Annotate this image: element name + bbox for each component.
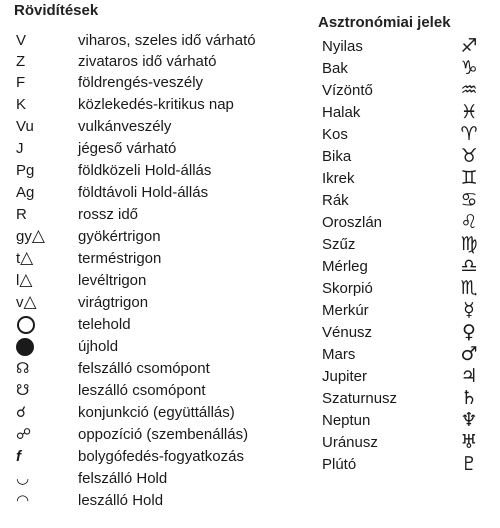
sign-row-capricorn bbox=[0, 58, 500, 79]
opposition-icon: ☍ bbox=[16, 426, 32, 443]
sign-row-venus bbox=[0, 322, 500, 343]
descending-moon-icon: ◠ bbox=[16, 492, 30, 509]
abbr-code: Vu bbox=[16, 118, 34, 135]
sign-name: Ikrek bbox=[322, 170, 355, 187]
sign-row-scorpio bbox=[0, 278, 500, 299]
sign-name: Vízöntő bbox=[322, 82, 373, 99]
sign-name: Vénusz bbox=[322, 324, 373, 341]
sign-name: Bika bbox=[322, 148, 352, 165]
cancer-icon: ♋ bbox=[460, 189, 478, 211]
abbr-code: Z bbox=[16, 53, 26, 70]
aquarius-icon: ♒ bbox=[460, 79, 478, 101]
abbr-meaning: újhold bbox=[78, 338, 119, 355]
abbr-meaning: földközeli Hold-állás bbox=[78, 162, 212, 179]
taurus-icon: ♉ bbox=[460, 145, 478, 167]
sign-row-taurus bbox=[0, 146, 500, 167]
sign-name: Merkúr bbox=[322, 302, 369, 319]
abbr-meaning: jégeső várható bbox=[78, 140, 177, 157]
mars-icon: ♂ bbox=[460, 343, 478, 365]
sign-row-aquarius bbox=[0, 80, 500, 101]
sign-name: Plútó bbox=[322, 456, 357, 473]
sign-name: Oroszlán bbox=[322, 214, 383, 231]
sign-row-sagittarius bbox=[0, 36, 500, 57]
conjunction-icon: ☌ bbox=[16, 404, 27, 421]
abbr-code: f bbox=[16, 448, 21, 465]
neptune-icon: ♆ bbox=[460, 409, 478, 431]
gemini-icon: ♊ bbox=[460, 167, 478, 189]
libra-icon: ♎ bbox=[460, 255, 478, 277]
sign-name: Skorpió bbox=[322, 280, 373, 297]
sign-row-pluto bbox=[0, 454, 500, 475]
abbr-letters: l bbox=[16, 272, 20, 289]
abbreviations-heading: Rövidítések bbox=[14, 2, 99, 19]
abbr-code: V bbox=[16, 32, 27, 49]
sign-row-cancer bbox=[0, 190, 500, 211]
trigon-icon: △ bbox=[23, 292, 37, 312]
pisces-icon: ♓ bbox=[460, 101, 478, 123]
sign-row-saturn bbox=[0, 388, 500, 409]
sign-row-gemini bbox=[0, 168, 500, 189]
sign-row-uranus bbox=[0, 432, 500, 453]
abbr-meaning: felszálló csomópont bbox=[78, 360, 210, 377]
sign-name: Uránusz bbox=[322, 434, 378, 451]
descending-node-icon: ☋ bbox=[16, 382, 30, 399]
abbr-row-descending-moon bbox=[0, 490, 320, 511]
venus-icon: ♀ bbox=[462, 321, 476, 343]
sign-name: Mars bbox=[322, 346, 356, 363]
abbr-code: K bbox=[16, 96, 27, 113]
abbr-meaning: leszálló Hold bbox=[78, 492, 164, 509]
sign-name: Szaturnusz bbox=[322, 390, 398, 407]
abbr-meaning: viharos, szeles idő várható bbox=[78, 32, 256, 49]
abbr-meaning: leszálló csomópont bbox=[78, 382, 206, 399]
abbr-meaning: terméstrigon bbox=[78, 250, 162, 267]
aries-icon: ♈ bbox=[460, 123, 478, 145]
sign-row-leo bbox=[0, 212, 500, 233]
abbr-letters: v bbox=[16, 294, 24, 311]
ascending-node-icon: ☊ bbox=[16, 360, 30, 377]
sign-name: Rák bbox=[322, 192, 349, 209]
scorpio-icon: ♏ bbox=[460, 277, 478, 299]
sign-name: Halak bbox=[322, 104, 361, 121]
abbr-meaning: rossz idő bbox=[78, 206, 139, 223]
ascending-moon-icon: ◡ bbox=[16, 470, 30, 487]
abbr-meaning: közlekedés-kritikus nap bbox=[78, 96, 234, 113]
trigon-icon: △ bbox=[31, 226, 45, 246]
abbr-letters: t bbox=[16, 250, 21, 267]
sign-row-virgo bbox=[0, 234, 500, 255]
abbr-code: Ag bbox=[16, 184, 35, 201]
abbr-meaning: bolygófedés-fogyatkozás bbox=[78, 448, 244, 465]
abbr-meaning: virágtrigon bbox=[78, 294, 149, 311]
leo-icon: ♌ bbox=[460, 211, 478, 233]
sign-row-mercury bbox=[0, 300, 500, 321]
abbr-meaning: gyökértrigon bbox=[78, 228, 161, 245]
abbr-meaning: földtávoli Hold-állás bbox=[78, 184, 209, 201]
sign-name: Mérleg bbox=[322, 258, 368, 275]
abbr-code: Pg bbox=[16, 162, 35, 179]
abbr-meaning: oppozíció (szembenállás) bbox=[78, 426, 249, 443]
sagittarius-icon: ♐ bbox=[460, 35, 478, 57]
abbr-meaning: telehold bbox=[78, 316, 131, 333]
abbr-code: R bbox=[16, 206, 27, 223]
uranus-icon: ♅ bbox=[460, 431, 478, 453]
sign-row-pisces bbox=[0, 102, 500, 123]
sign-name: Nyilas bbox=[322, 38, 363, 55]
sign-name: Bak bbox=[322, 60, 348, 77]
sign-name: Neptun bbox=[322, 412, 371, 429]
abbr-code: F bbox=[16, 74, 26, 91]
pluto-icon: ♇ bbox=[460, 453, 478, 475]
abbr-meaning: vulkánveszély bbox=[78, 118, 172, 135]
astronomical-signs-heading: Asztronómiai jelek bbox=[318, 14, 451, 31]
abbr-meaning: felszálló Hold bbox=[78, 470, 168, 487]
abbr-meaning: földrengés-veszély bbox=[78, 74, 204, 91]
sign-name: Kos bbox=[322, 126, 348, 143]
sign-row-neptune bbox=[0, 410, 500, 431]
virgo-icon: ♍ bbox=[460, 233, 478, 255]
mercury-icon: ☿ bbox=[463, 299, 475, 321]
trigon-icon: △ bbox=[20, 248, 34, 268]
abbr-letters: gy bbox=[16, 228, 32, 245]
abbr-meaning: konjunkció (együttállás) bbox=[78, 404, 235, 421]
sign-row-aries bbox=[0, 124, 500, 145]
capricorn-icon: ♑ bbox=[460, 57, 478, 79]
abbr-meaning: zivataros idő várható bbox=[78, 53, 217, 70]
sign-row-jupiter bbox=[0, 366, 500, 387]
jupiter-icon: ♃ bbox=[460, 365, 478, 387]
sign-row-mars bbox=[0, 344, 500, 365]
sign-name: Szűz bbox=[322, 236, 356, 253]
abbr-meaning: levéltrigon bbox=[78, 272, 147, 289]
abbr-code: J bbox=[16, 140, 24, 157]
sign-name: Jupiter bbox=[322, 368, 368, 385]
trigon-icon: △ bbox=[19, 270, 33, 290]
saturn-icon: ♄ bbox=[460, 387, 478, 409]
sign-row-libra bbox=[0, 256, 500, 277]
